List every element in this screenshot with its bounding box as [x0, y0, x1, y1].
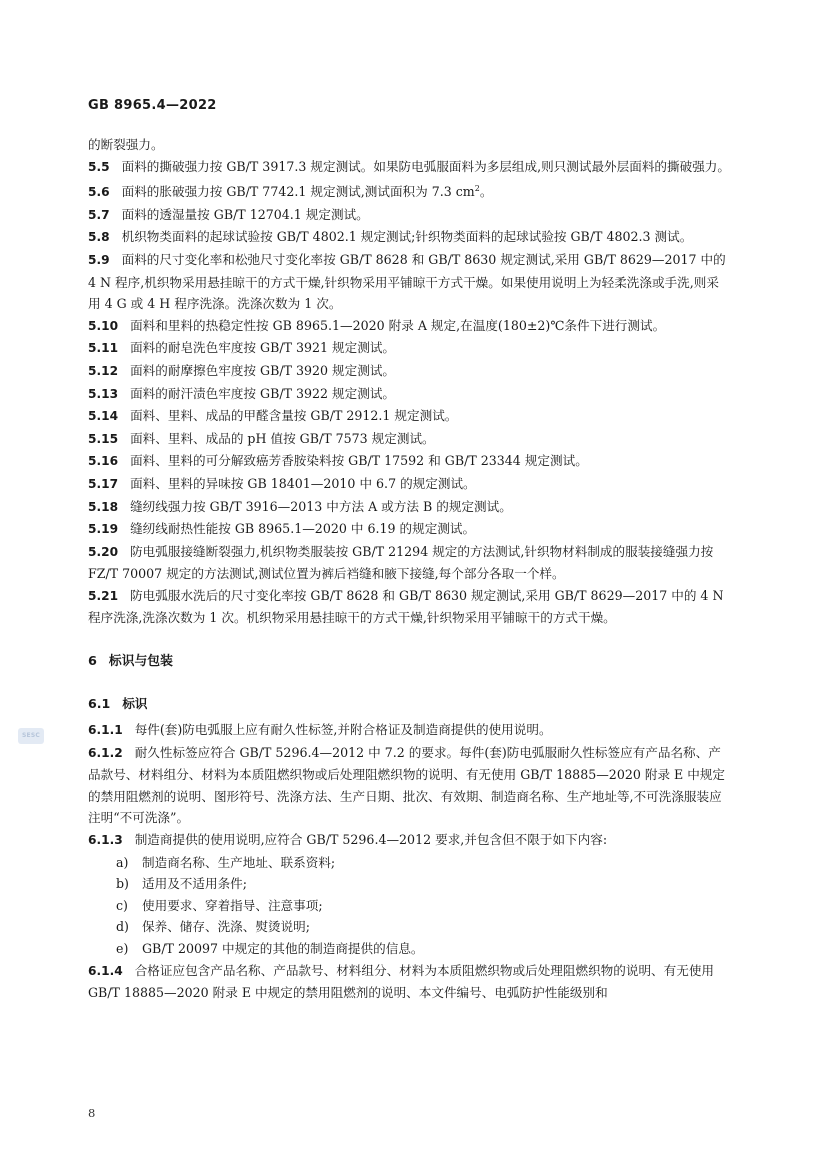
clause-number: 5.16 [88, 454, 119, 469]
clause-number: 6.1.2 [88, 745, 123, 760]
clause-text: 缝纫线强力按 GB/T 3916—2013 中方法 A 或方法 B 的规定测试。 [130, 498, 512, 514]
clause-number: 5.15 [88, 431, 119, 446]
list-marker: a) [116, 854, 129, 870]
list-text: 保养、储存、洗涤、熨烫说明; [142, 919, 310, 935]
clause-text: 面料的尺寸变化率和松弛尺寸变化率按 GB/T 8628 和 GB/T 8630 规定测试,采用 GB/T 8629—2017 中的 4 N 程序,机织物采用悬挂晾干的方式干燥,针织物采用平铺晾干方式干燥。如果使用说明上为轻柔洗涤或手洗,则采用 4 G 或 4 H 程序洗涤。洗涤次数为 1 次。 [88, 251, 726, 312]
list-item [88, 852, 730, 874]
clause-5-11 [88, 337, 730, 360]
list-marker: d) [116, 919, 129, 935]
clause-5-7 [88, 204, 730, 227]
superscript: 2 [474, 184, 480, 194]
clause-text: 防电弧服接缝断裂强力,机织物类服装按 GB/T 21294 规定的方法测试,针织物材料制成的服装接缝强力按 FZ/T 70007 规定的方法测试,测试位置为裤后裆缝和腋下接缝,每个部分各取一个样。 [88, 543, 714, 582]
clause-text: 面料、里料的可分解致癌芳香胺染料按 GB/T 17592 和 GB/T 23344 规定测试。 [130, 453, 588, 469]
clause-number: 6.1.3 [88, 833, 123, 848]
clause-5-20 [88, 541, 730, 585]
clause-text: 缝纫线耐热性能按 GB 8965.1—2020 中 6.19 的规定测试。 [130, 521, 476, 537]
page-number: 8 [88, 1106, 96, 1120]
list-text: GB/T 20097 中规定的其他的制造商提供的信息。 [142, 941, 424, 956]
clause-text: 面料和里料的热稳定性按 GB 8965.1—2020 附录 A 规定,在温度(180±2)℃条件下进行测试。 [130, 317, 666, 333]
clause-number: 5.6 [88, 185, 110, 200]
clause-number: 5.19 [88, 522, 119, 537]
clause-number: 6.1.4 [88, 963, 123, 978]
list-marker: e) [116, 941, 129, 956]
clause-5-8 [88, 226, 730, 249]
clause-number: 5.13 [88, 386, 119, 401]
clause-text: 合格证应包含产品名称、产品款号、材料组分、材料为本质阻燃织物或后处理阻燃织物的说明、有无使用 GB/T 18885—2020 附录 E 中规定的禁用阻燃剂的说明、本文件编号、电弧防护性能级别和 [88, 962, 715, 1001]
clause-text: 面料的胀破强力按 GB/T 7742.1 规定测试,测试面积为 7.3 cm [121, 184, 475, 200]
clause-5-13 [88, 383, 730, 406]
clause-text: 面料、里料、成品的甲醛含量按 GB/T 2912.1 规定测试。 [130, 408, 458, 424]
clause-text: 面料的耐汗渍色牢度按 GB/T 3922 规定测试。 [130, 385, 396, 401]
clause-number: 5.20 [88, 544, 119, 559]
section-number: 6 [88, 654, 97, 670]
list-item [88, 916, 730, 938]
clause-number: 5.11 [88, 341, 119, 356]
clause-text: 面料的耐皂洗色牢度按 GB/T 3921 规定测试。 [130, 340, 396, 356]
clause-number: 5.12 [88, 363, 119, 378]
list-item [88, 938, 730, 960]
clause-text: 机织物类面料的起球试验按 GB/T 4802.1 规定测试;针织物类面料的起球试验按 GB/T 4802.3 测试。 [121, 229, 693, 245]
standard-code-header: GB 8965.4—2022 [88, 98, 217, 113]
section-6-heading [88, 651, 730, 673]
clause-5-5 [88, 156, 730, 179]
clause-text: 耐久性标签应符合 GB/T 5296.4—2012 中 7.2 的要求。每件(套)防电弧服耐久性标签应有产品名称、产品款号、材料组分、材料为本质阻燃织物或后处理阻燃织物的说明、有无使用 GB/T 18885—2020 附录 E 中规定的禁用阻燃剂的说明、图形符号、洗涤方法、生产日期、批次、有效期、制造商名称、生产地址等,不可洗涤服装应注明“不可洗涤”。 [88, 744, 726, 826]
clause-text-tail: 。 [479, 184, 493, 200]
clause-6-1-4 [88, 960, 730, 1004]
clause-6-1-2 [88, 742, 730, 829]
list-text: 适用及不适用条件; [142, 876, 247, 892]
clause-5-14 [88, 405, 730, 428]
clause-number: 5.7 [88, 207, 110, 222]
paragraph-continuation: 的断裂强力。 [88, 137, 164, 152]
clause-5-15 [88, 428, 730, 451]
clause-number: 5.18 [88, 499, 119, 514]
clause-text: 面料、里料的异味按 GB 18401—2010 中 6.7 的规定测试。 [130, 475, 476, 491]
clause-5-17 [88, 473, 730, 496]
section-number: 6.1 [88, 696, 111, 712]
clause-5-19 [88, 518, 730, 541]
list-marker: c) [116, 897, 128, 913]
watermark-logo: SESC [18, 728, 44, 744]
list-text: 制造商名称、生产地址、联系资料; [142, 854, 336, 870]
clause-5-9 [88, 249, 730, 315]
clause-5-6 [88, 178, 730, 204]
section-title: 标识 [122, 696, 148, 712]
list-item [88, 873, 730, 895]
clause-number: 6.1.1 [88, 723, 123, 738]
section-6-1-heading [88, 693, 730, 715]
clause-text: 面料、里料、成品的 pH 值按 GB/T 7573 规定测试。 [130, 430, 435, 446]
clause-5-21 [88, 585, 730, 629]
clause-number: 5.9 [88, 252, 110, 267]
clause-number: 5.10 [88, 318, 119, 333]
clause-5-10 [88, 315, 730, 338]
clause-text: 防电弧服水洗后的尺寸变化率按 GB/T 8628 和 GB/T 8630 规定测试,采用 GB/T 8629—2017 中的 4 N 程序洗涤,洗涤次数为 1 次。机织物采用悬挂晾干的方式干燥,针织物采用平铺晾干的方式干燥。 [88, 587, 724, 626]
document-body [88, 134, 730, 1004]
clause-number: 5.17 [88, 476, 119, 491]
clause-text: 面料的撕破强力按 GB/T 3917.3 规定测试。如果防电弧服面料为多层组成,则只测试最外层面料的撕破强力。 [121, 158, 730, 174]
clause-number: 5.14 [88, 409, 119, 424]
clause-6-1-1 [88, 719, 730, 742]
clause-5-12 [88, 360, 730, 383]
list-item [88, 895, 730, 917]
clause-6-1-3 [88, 829, 730, 852]
clause-number: 5.8 [88, 230, 110, 245]
list-text: 使用要求、穿着指导、注意事项; [142, 897, 323, 913]
clause-text: 制造商提供的使用说明,应符合 GB/T 5296.4—2012 要求,并包含但不限于如下内容: [134, 832, 608, 848]
list-marker: b) [116, 876, 129, 892]
clause-number: 5.21 [88, 588, 119, 603]
clause-text: 面料的耐摩擦色牢度按 GB/T 3920 规定测试。 [130, 362, 396, 378]
clause-text: 面料的透湿量按 GB/T 12704.1 规定测试。 [121, 206, 369, 222]
clause-text: 每件(套)防电弧服上应有耐久性标签,并附合格证及制造商提供的使用说明。 [134, 722, 552, 738]
clause-5-18 [88, 496, 730, 519]
clause-5-16 [88, 450, 730, 473]
clause-number: 5.5 [88, 159, 110, 174]
section-title: 标识与包装 [108, 654, 173, 670]
